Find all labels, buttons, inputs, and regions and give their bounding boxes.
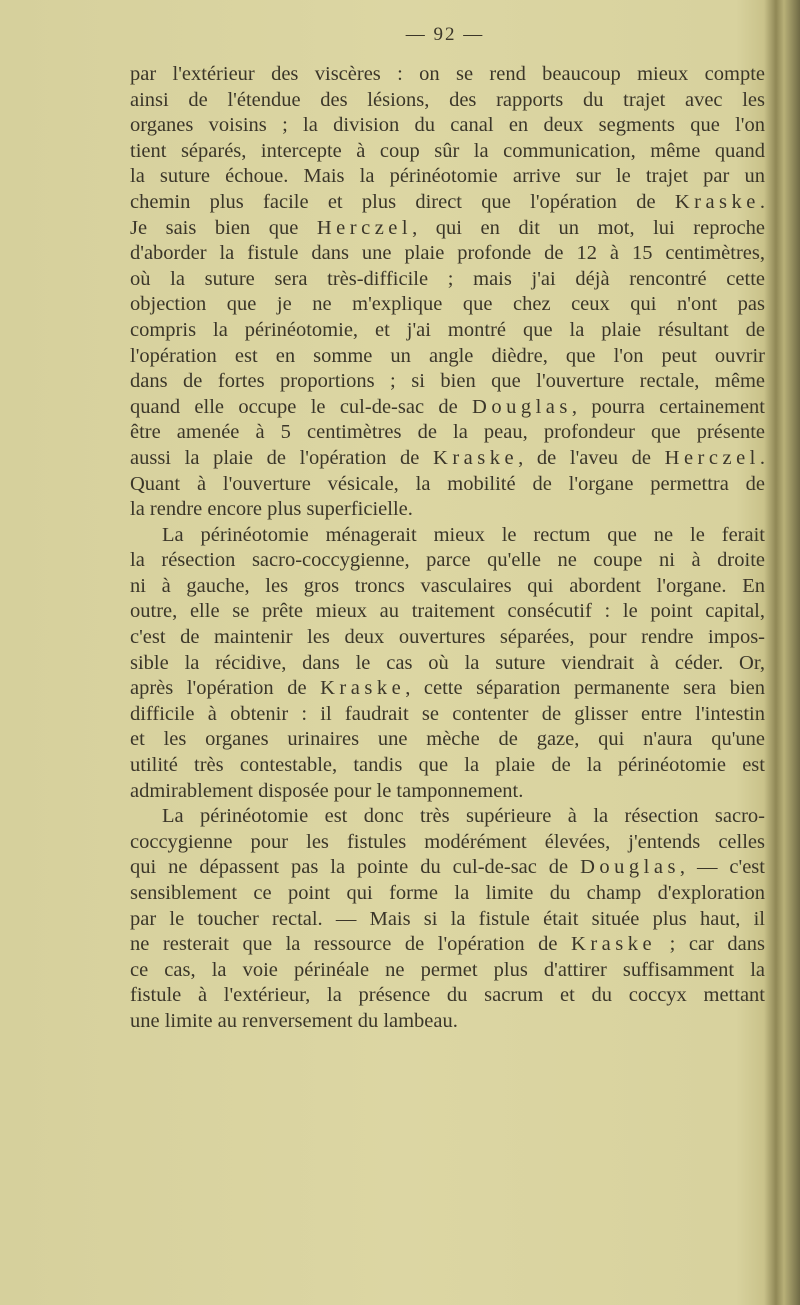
text-segment: admirablement disposée pour le tamponnement. [130, 779, 524, 802]
text-line [130, 599, 765, 625]
text-line [130, 702, 765, 728]
text-line [130, 420, 765, 446]
text-segment: où la suture sera très-difficile ; mais j'ai déjà rencontré cette [130, 267, 765, 290]
text-segment: par l'extérieur des viscères : on se rend beaucoup mieux compte [130, 63, 765, 85]
text-segment: après l'opération de [130, 677, 321, 700]
text-segment: la suture échoue. Mais la périnéotomie arrive sur le trajet par un [130, 165, 765, 188]
author-name: Kraske [674, 190, 760, 213]
text-segment: sensiblement ce point qui forme la limite du champ d'exploration [130, 882, 765, 904]
text-segment: , de l'aveu de [518, 446, 665, 469]
text-line [130, 907, 765, 933]
author-name: Douglas [472, 395, 572, 418]
text-segment: . [759, 190, 765, 213]
text-segment: ni à gauche, les gros troncs vasculaires qui abordent l'organe. En [130, 574, 765, 597]
text-segment: Je sais bien que [130, 216, 317, 239]
text-segment: ce cas, la voie périnéale ne permet plus d'attirer suffisamment la [130, 958, 765, 981]
author-name: Herczel [316, 216, 413, 239]
text-segment: coccygienne pour les fistules modérément élevées, j'entends celles [130, 830, 765, 853]
text-line [130, 369, 765, 395]
text-line [130, 983, 765, 1009]
text-line [130, 497, 765, 523]
text-line [130, 139, 765, 165]
text-segment: ainsi de l'étendue des lésions, des rapports du trajet avec les [130, 88, 765, 111]
text-line [130, 548, 765, 574]
author-name: Herczel [664, 446, 760, 469]
text-segment: et les organes urinaires une mèche de gaze, qui n'aura qu'une [130, 728, 765, 751]
text-line [130, 88, 765, 114]
text-line [130, 164, 765, 190]
text-segment: objection que je ne m'explique que chez ceux qui n'ont pas [130, 293, 765, 316]
text-line [130, 113, 765, 139]
text-line [130, 267, 765, 293]
text-segment: . [759, 446, 765, 469]
author-name: Kraske [320, 677, 406, 700]
text-segment: La périnéotomie est donc très supérieure à la résection sacro- [162, 805, 765, 828]
text-line [130, 727, 765, 753]
text-line [130, 855, 765, 881]
text-line [130, 241, 765, 267]
text-segment: La périnéotomie ménagerait mieux le rectum que ne le ferait [162, 523, 765, 546]
text-line [130, 932, 765, 958]
text-line [130, 830, 765, 856]
text-segment: difficile à obtenir : il faudrait se contenter de glisser entre l'intestin [130, 702, 765, 725]
text-line [130, 292, 765, 318]
text-segment: , cette séparation permanente sera bien [405, 677, 766, 700]
author-name: Kraske [571, 933, 657, 956]
text-line [130, 779, 765, 805]
text-segment: sible la récidive, dans le cas où la suture viendrait à céder. Or, [130, 651, 765, 674]
text-line [130, 574, 765, 600]
text-line [130, 446, 765, 472]
text-line [130, 190, 765, 216]
author-name: Kraske [433, 446, 519, 469]
text-line [130, 881, 765, 907]
text-segment: la résection sacro-coccygienne, parce qu'elle ne coupe ni à droite [130, 549, 765, 572]
text-segment: organes voisins ; la division du canal en deux segments que l'on [130, 114, 765, 137]
text-line [130, 62, 765, 88]
text-line [130, 216, 765, 242]
page-number: — 92 — [405, 24, 485, 45]
text-segment: l'opération est en somme un angle dièdre, que l'on peut ouvrir [130, 344, 765, 367]
text-segment: ; car dans [656, 933, 766, 956]
text-segment: fistule à l'extérieur, la présence du sacrum et du coccyx mettant [130, 984, 765, 1007]
text-segment: , — c'est [679, 856, 765, 879]
text-segment: ne resterait que la ressource de l'opération de [130, 933, 572, 956]
text-segment: d'aborder la fistule dans une plaie profonde de 12 à 15 centimètres, [130, 242, 765, 265]
text-line [130, 523, 765, 549]
text-segment: aussi la plaie de l'opération de [130, 446, 434, 469]
text-segment: la rendre encore plus superficielle. [130, 498, 413, 521]
text-line [130, 958, 765, 984]
text-segment: dans de fortes proportions ; si bien que l'ouverture rectale, même [130, 370, 765, 393]
author-name: Douglas [580, 856, 680, 879]
text-line [130, 472, 765, 498]
text-line [130, 1009, 765, 1035]
text-segment: quand elle occupe le cul-de-sac de [130, 395, 473, 418]
text-segment: outre, elle se prête mieux au traitement consécutif : le point capital, [130, 600, 765, 623]
text-segment: chemin plus facile et plus direct que l'opération de [130, 190, 675, 213]
text-line [130, 318, 765, 344]
text-segment: tient séparés, intercepte à coup sûr la communication, même quand [130, 139, 765, 162]
text-segment: Quant à l'ouverture vésicale, la mobilité de l'organe permettra de [130, 472, 765, 495]
text-line [130, 676, 765, 702]
text-line [130, 625, 765, 651]
text-segment: être amenée à 5 centimètres de la peau, profondeur que présente [130, 421, 765, 444]
text-segment: compris la périnéotomie, et j'ai montré que la plaie résultant de [130, 318, 765, 341]
text-segment: une limite au renversement du lambeau. [130, 1009, 458, 1032]
text-segment: , qui en dit un mot, lui reproche [412, 216, 765, 239]
text-segment: , pourra certainement [571, 395, 765, 418]
text-line [130, 804, 765, 830]
text-line [130, 753, 765, 779]
text-segment: qui ne dépassent pas la pointe du cul-de-sac de [130, 856, 581, 879]
text-line [130, 344, 765, 370]
text-segment: utilité très contestable, tandis que la plaie de la périnéotomie est [130, 754, 765, 777]
text-segment: par le toucher rectal. — Mais si la fistule était située plus haut, il [130, 907, 765, 930]
body-text [130, 62, 765, 1035]
text-segment: c'est de maintenir les deux ouvertures séparées, pour rendre impos- [130, 626, 765, 649]
text-line [130, 395, 765, 421]
text-line [130, 651, 765, 677]
